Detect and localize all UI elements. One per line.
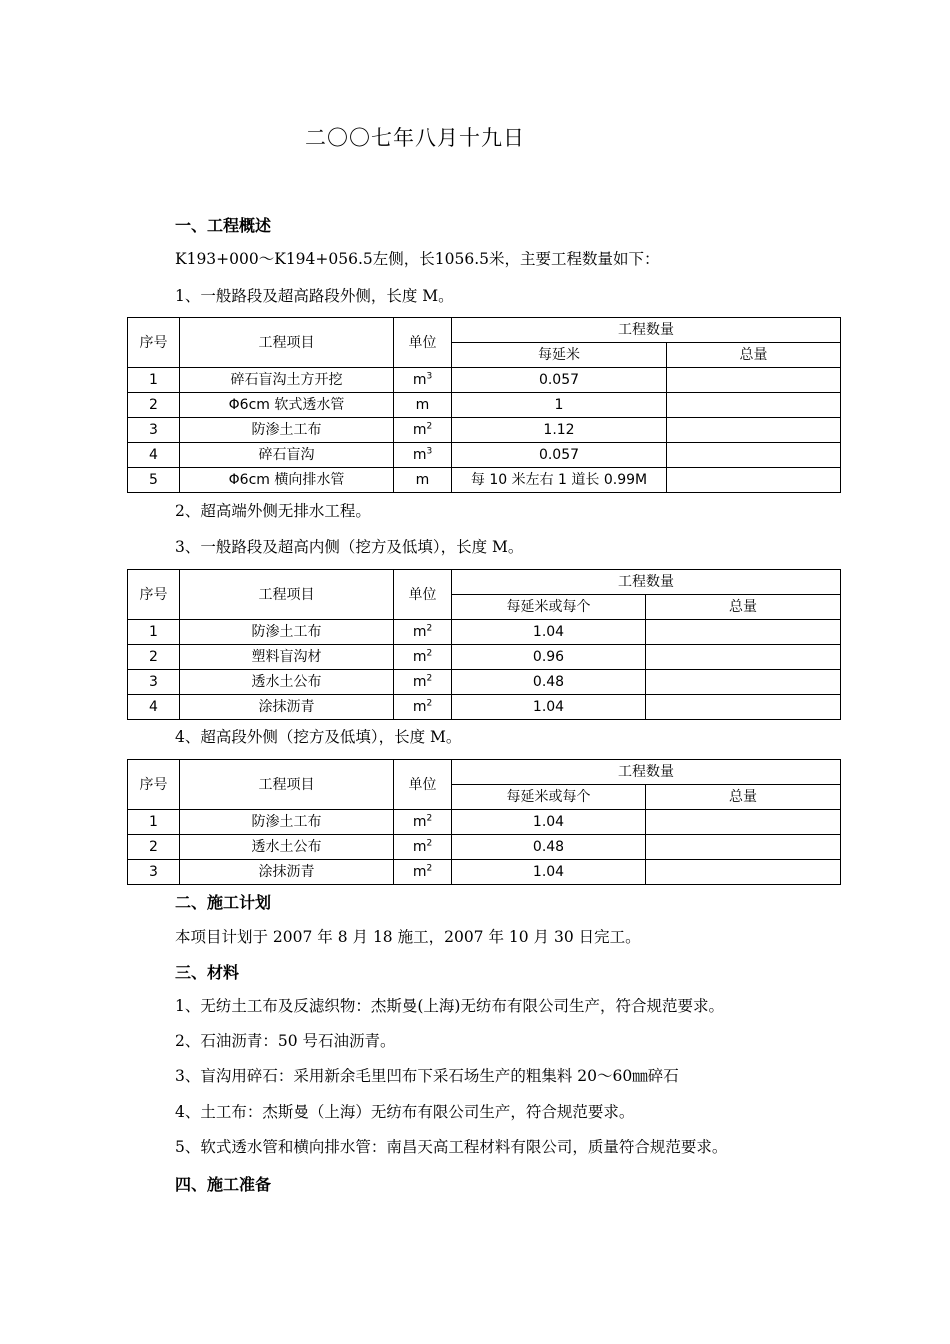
- quantity-table-3: [127, 759, 841, 885]
- header-unit: 单位: [394, 760, 452, 810]
- header-total: 总量: [646, 785, 841, 810]
- header-quantity: 工程数量: [452, 318, 841, 343]
- header-per-meter: 每延米或每个: [452, 595, 646, 620]
- material-item: 4、土工布：杰斯曼（上海）无纺布有限公司生产，符合规范要求。: [175, 1103, 635, 1121]
- table-row: 5 Φ6cm 横向排水管 m 每 10 米左右 1 道长 0.99M: [128, 468, 841, 493]
- header-item: 工程项目: [180, 318, 394, 368]
- item-3-text: 3、一般路段及超高内侧（挖方及低填），长度 M。: [175, 538, 524, 556]
- header-quantity: 工程数量: [452, 760, 841, 785]
- table-row: 2 Φ6cm 软式透水管 m 1: [128, 393, 841, 418]
- header-seq: 序号: [128, 570, 180, 620]
- header-quantity: 工程数量: [452, 570, 841, 595]
- header-item: 工程项目: [180, 760, 394, 810]
- section-heading-overview: 一、工程概述: [175, 216, 272, 235]
- material-item: 1、无纺土工布及反滤织物：杰斯曼(上海)无纺布有限公司生产，符合规范要求。: [175, 997, 724, 1015]
- item-1-text: 1、一般路段及超高路段外侧，长度 M。: [175, 287, 454, 305]
- material-item: 3、盲沟用碎石：采用新余毛里凹布下采石场生产的粗集料 20～60㎜碎石: [175, 1067, 679, 1085]
- table-row: 3 透水土公布 $m^2$ 0.48: [128, 670, 841, 695]
- header-seq: 序号: [128, 760, 180, 810]
- item-2-text: 2、超高端外侧无排水工程。: [175, 502, 371, 520]
- section-heading-materials: 三、材料: [175, 963, 240, 982]
- table-row: 1 防渗土工布 $m^2$ 1.04: [128, 620, 841, 645]
- header-total: 总量: [667, 343, 841, 368]
- header-item: 工程项目: [180, 570, 394, 620]
- item-4-text: 4、超高段外侧（挖方及低填），长度 M。: [175, 728, 462, 746]
- quantity-table-1: [127, 317, 841, 493]
- quantity-table-2: [127, 569, 841, 720]
- header-seq: 序号: [128, 318, 180, 368]
- table-row: 2 透水土公布 $m^2$ 0.48: [128, 835, 841, 860]
- table-row: 3 防渗土工布 $m^2$ 1.12: [128, 418, 841, 443]
- header-unit: 单位: [394, 318, 452, 368]
- plan-text: 本项目计划于 2007 年 8 月 18 施工，2007 年 10 月 30 日完工。: [175, 928, 641, 946]
- table-row: 1 防渗土工布 $m^2$ 1.04: [128, 810, 841, 835]
- header-per-meter: 每延米或每个: [452, 785, 646, 810]
- section-heading-plan: 二、施工计划: [175, 893, 272, 912]
- table-row: 2 塑料盲沟材 $m^2$ 0.96: [128, 645, 841, 670]
- section-heading-preparation: 四、施工准备: [175, 1175, 272, 1194]
- table-row: 4 涂抹沥青 $m^2$ 1.04: [128, 695, 841, 720]
- table-row: 4 碎石盲沟 $m^3$ 0.057: [128, 443, 841, 468]
- header-unit: 单位: [394, 570, 452, 620]
- table-row: 3 涂抹沥青 $m^2$ 1.04: [128, 860, 841, 885]
- header-total: 总量: [646, 595, 841, 620]
- header-per-meter: 每延米: [452, 343, 667, 368]
- table-row: 1 碎石盲沟土方开挖 $m^3$ 0.057: [128, 368, 841, 393]
- material-item: 2、石油沥青：50 号石油沥青。: [175, 1032, 396, 1050]
- document-date: 二〇〇七年八月十九日: [305, 126, 525, 150]
- material-item: 5、软式透水管和横向排水管：南昌天高工程材料有限公司，质量符合规范要求。: [175, 1138, 728, 1156]
- overview-text: K193+000～K194+056.5左侧，长1056.5米，主要工程数量如下：: [175, 250, 660, 268]
